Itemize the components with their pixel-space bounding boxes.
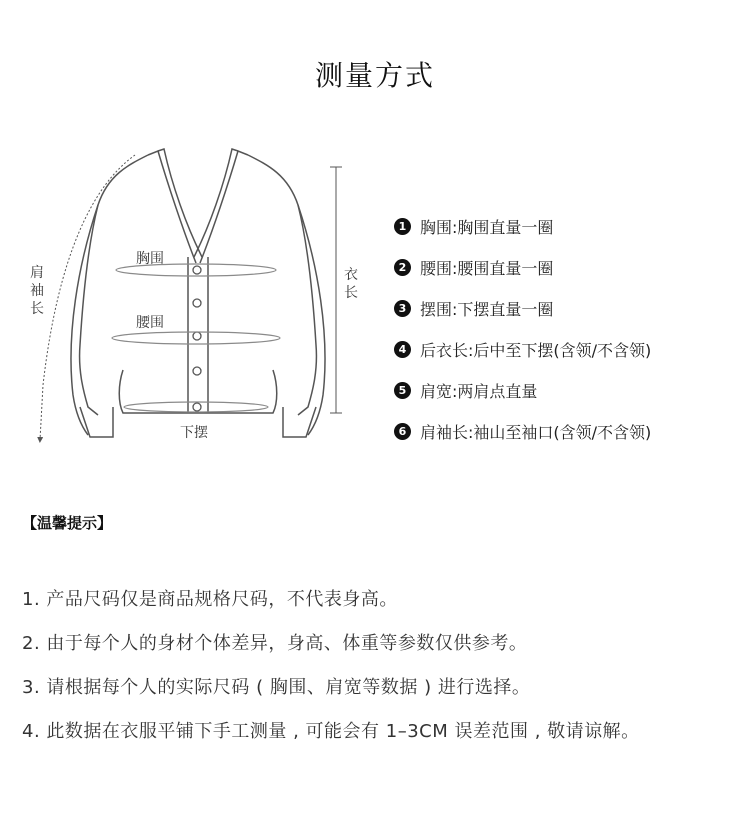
legend-text: 腰围:腰围直量一圈 — [420, 259, 554, 278]
number-badge-icon: 1 — [394, 218, 411, 235]
tip-item: 1. 产品尺码仅是商品规格尺码，不代表身高。 — [22, 589, 398, 610]
legend-text: 摆围:下摆直量一圈 — [420, 300, 554, 319]
tip-item: 3. 请根据每个人的实际尺码 ( 胸围、肩宽等数据 ) 进行选择。 — [22, 677, 531, 698]
legend-item — [394, 329, 734, 370]
shoulder-sleeve-arrow — [40, 155, 135, 440]
legend-item — [394, 411, 734, 452]
tips-heading: 【温馨提示】 — [22, 514, 113, 532]
tip-item: 2. 由于每个人的身材个体差异，身高、体重等参数仅供参考。 — [22, 633, 528, 654]
number-badge-icon: 4 — [394, 341, 411, 358]
number-badge-icon: 5 — [394, 382, 411, 399]
legend-text: 肩宽:两肩点直量 — [420, 382, 538, 401]
legend-item — [394, 288, 734, 329]
measurement-legend — [394, 206, 734, 452]
legend-item — [394, 370, 734, 411]
hem-label: 下摆 — [180, 425, 208, 441]
tip-item: 4. 此数据在衣服平铺下手工测量 , 可能会有 1–3CM 误差范围 , 敬请谅解。 — [22, 721, 640, 742]
legend-text: 胸围:胸围直量一圈 — [420, 218, 554, 237]
legend-item — [394, 206, 734, 247]
shoulder-sleeve-label-3: 长 — [30, 301, 44, 317]
waist-label: 腰围 — [136, 315, 164, 331]
number-badge-icon: 6 — [394, 423, 411, 440]
number-badge-icon: 3 — [394, 300, 411, 317]
length-label-1: 衣 — [344, 267, 358, 283]
cardigan-measurement-diagram — [18, 145, 378, 465]
tips-list — [22, 588, 742, 764]
shoulder-sleeve-label-1: 肩 — [30, 265, 44, 281]
length-arrow — [330, 167, 342, 413]
length-label-2: 长 — [344, 285, 358, 301]
number-badge-icon: 2 — [394, 259, 411, 276]
legend-text: 肩袖长:袖山至袖口(含领/不含领) — [420, 423, 652, 442]
legend-text: 后衣长:后中至下摆(含领/不含领) — [420, 341, 652, 360]
cardigan-outline — [71, 149, 325, 437]
shoulder-sleeve-label-2: 袖 — [30, 283, 44, 299]
chest-label: 胸围 — [136, 251, 164, 267]
cardigan-buttons — [193, 266, 201, 411]
page-title: 测量方式 — [314, 59, 435, 92]
legend-item — [394, 247, 734, 288]
